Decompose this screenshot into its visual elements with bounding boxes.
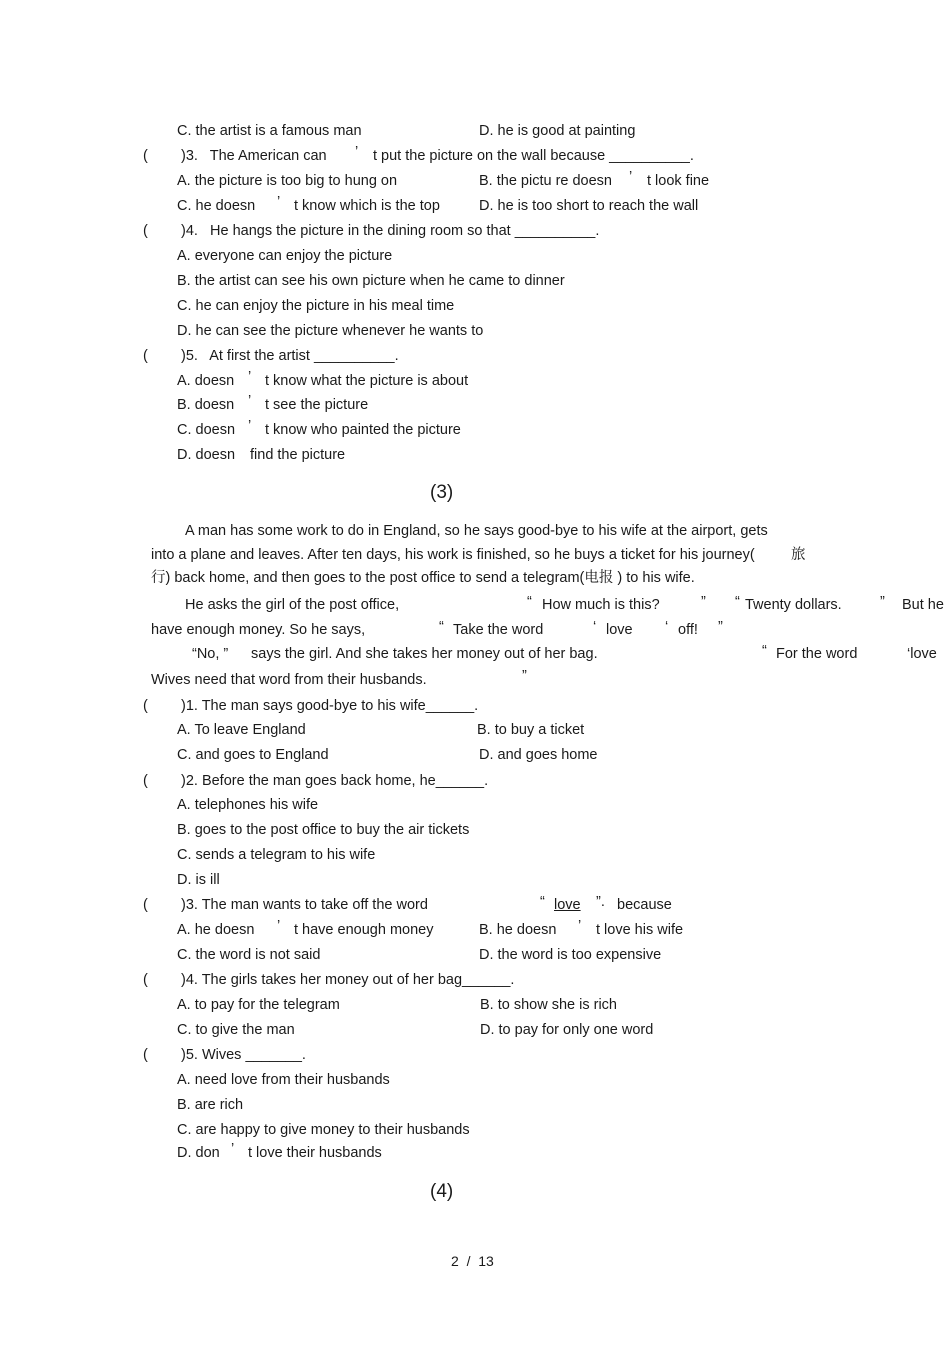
s3-q5-option-d-apostrophe: ’ <box>231 1141 235 1157</box>
section-4-heading: (4) <box>430 1181 454 1202</box>
s3-q4-stem: )4. The girls takes her money out of her bag______. <box>181 972 515 988</box>
s3-q3-love-underlined: love <box>554 897 581 913</box>
passage-quote: “ <box>439 619 444 635</box>
s3-q3-option-b-apostrophe: ’ <box>578 918 582 934</box>
s2-q5-option-c-end: t know who painted the picture <box>265 422 461 438</box>
s2-q3-stem: )3. The American can <box>181 148 327 164</box>
s3-q2-option-a: A. telephones his wife <box>177 797 319 813</box>
s2-q5-option-d: D. doesn <box>177 447 236 463</box>
s3-q3-option-b-end: t love his wife <box>596 922 684 938</box>
passage-p2-line2-a: have enough money. So he says, <box>151 622 366 638</box>
passage-quote: ‘ <box>665 619 669 635</box>
passage-how-much: How much is this? <box>542 597 660 613</box>
passage-but-he: But he <box>902 597 944 613</box>
s2-q3-stem-end: t put the picture on the wall because __________. <box>373 148 694 164</box>
s3-q2-option-b: B. goes to the post office to buy the air tickets <box>177 822 470 838</box>
passage-p2-line1-a: He asks the girl of the post office, <box>185 597 400 613</box>
s3-q2-stem: )2. Before the man goes back home, he______. <box>181 773 489 789</box>
s3-q3-option-a-end: t have enough money <box>294 922 434 938</box>
s2-q5-option-b-apostrophe: ’ <box>248 393 252 409</box>
s2-q2-option-c: C. the artist is a famous man <box>177 123 362 139</box>
passage-twenty-dollars: Twenty dollars. <box>745 597 842 613</box>
s3-q3-quote-open: “ <box>540 894 545 910</box>
s2-q4-stem: )4. He hangs the picture in the dining room so that __________. <box>181 223 600 239</box>
s3-q3-paren: ( <box>143 897 148 913</box>
s2-q3-option-b-apostrophe: ’ <box>629 169 633 185</box>
s3-q4-paren: ( <box>143 972 148 988</box>
page-number: 2 / 13 <box>451 1253 494 1269</box>
s3-q1-stem: )1. The man says good-bye to his wife______. <box>181 698 479 714</box>
s2-q5-option-c-apostrophe: ’ <box>248 418 252 434</box>
passage-quote: ‘ <box>593 619 597 635</box>
s3-q3-option-a: A. he doesn <box>177 922 255 938</box>
passage-quote: “ <box>527 594 532 610</box>
s3-q5-option-d: D. don <box>177 1145 220 1161</box>
s3-q3-quote-close: ”. <box>596 894 605 910</box>
s2-q4-option-c: C. he can enjoy the picture in his meal time <box>177 298 455 314</box>
s3-q5-option-d-end: t love their husbands <box>248 1145 382 1161</box>
passage-p1-line2-cn: 旅 <box>791 547 806 563</box>
s2-q3-option-c-apostrophe: ’ <box>277 194 281 210</box>
passage-love-tail: ‘love <box>907 646 937 662</box>
s3-q3-stem: )3. The man wants to take off the word <box>181 897 428 913</box>
s2-q5-option-a-apostrophe: ’ <box>248 369 252 385</box>
s2-q4-option-b: B. the artist can see his own picture when he came to dinner <box>177 273 565 289</box>
s3-q1-paren: ( <box>143 698 148 714</box>
s3-q4-option-b: B. to show she is rich <box>480 997 617 1013</box>
passage-take-the-word: Take the word <box>453 622 544 638</box>
s2-q3-paren: ( <box>143 148 148 164</box>
s3-q1-option-d: D. and goes home <box>479 747 598 763</box>
s2-q3-option-c-end: t know which is the top <box>294 198 440 214</box>
s3-q5-option-c: C. are happy to give money to their husbands <box>177 1122 470 1138</box>
s3-q1-option-c: C. and goes to England <box>177 747 329 763</box>
passage-quote: ” <box>701 594 706 610</box>
s2-q3-apostrophe: ’ <box>355 144 359 160</box>
s2-q5-option-d-end: find the picture <box>250 447 346 463</box>
s2-q5-option-a-end: t know what the picture is about <box>265 373 469 389</box>
s2-q5-option-c: C. doesn <box>177 422 236 438</box>
s3-q5-option-b: B. are rich <box>177 1097 244 1113</box>
passage-love: love <box>606 622 633 638</box>
s2-q5-option-b: B. doesn <box>177 397 235 413</box>
s2-q4-option-a: A. everyone can enjoy the picture <box>177 248 393 264</box>
passage-quote: ” <box>522 668 527 684</box>
passage-quote: “ <box>735 594 740 610</box>
s2-q4-option-d: D. he can see the picture whenever he wants to <box>177 323 484 339</box>
s3-q3-option-c: C. the word is not said <box>177 947 321 963</box>
s3-q5-paren: ( <box>143 1047 148 1063</box>
s2-q5-stem: )5. At first the artist __________. <box>181 348 399 364</box>
passage-p1-line2: into a plane and leaves. After ten days, his work is finished, so he buys a ticket for his journey( <box>151 547 755 563</box>
s2-q4-paren: ( <box>143 223 148 239</box>
s3-q3-option-a-apostrophe: ’ <box>277 918 281 934</box>
passage-quote: ” <box>718 619 723 635</box>
passage-p1-line1: A man has some work to do in England, so he says good-bye to his wife at the airport, gets <box>185 523 768 539</box>
s2-q5-paren: ( <box>143 348 148 364</box>
passage-no: “No, ” <box>192 646 229 662</box>
passage-quote: ” <box>880 594 885 610</box>
s3-q4-option-a: A. to pay for the telegram <box>177 997 340 1013</box>
passage-p2-line4: Wives need that word from their husbands. <box>151 672 427 688</box>
passage-quote: “ <box>762 643 767 659</box>
s2-q3-option-b-end: t look fine <box>647 173 710 189</box>
s2-q3-option-b: B. the pictu re doesn <box>479 173 612 189</box>
passage-off: off! <box>678 622 698 638</box>
s3-q4-option-c: C. to give the man <box>177 1022 295 1038</box>
s3-q2-paren: ( <box>143 773 148 789</box>
s2-q3-option-c: C. he doesn <box>177 198 256 214</box>
s3-q4-option-d: D. to pay for only one word <box>480 1022 654 1038</box>
section-3-heading: (3) <box>430 482 454 503</box>
passage-says-the-girl: says the girl. And she takes her money out of her bag. <box>251 646 598 662</box>
s3-q3-option-b: B. he doesn <box>479 922 557 938</box>
s2-q2-option-d: D. he is good at painting <box>479 123 636 139</box>
s3-q3-option-d: D. the word is too expensive <box>479 947 662 963</box>
s3-q5-stem: )5. Wives _______. <box>181 1047 306 1063</box>
s3-q2-option-d: D. is ill <box>177 872 220 888</box>
s3-q5-option-a: A. need love from their husbands <box>177 1072 390 1088</box>
passage-for-the-word: For the word <box>776 646 858 662</box>
s2-q3-option-d: D. he is too short to reach the wall <box>479 198 699 214</box>
s3-q3-because: because <box>617 897 672 913</box>
s3-q1-option-b: B. to buy a ticket <box>477 722 585 738</box>
s2-q5-option-b-end: t see the picture <box>265 397 369 413</box>
s3-q1-option-a: A. To leave England <box>177 722 306 738</box>
s2-q5-option-a: A. doesn <box>177 373 235 389</box>
passage-p1-line3: 行) back home, and then goes to the post office to send a telegram(电报 ) to his wife. <box>151 570 695 586</box>
s3-q2-option-c: C. sends a telegram to his wife <box>177 847 376 863</box>
s2-q3-option-a: A. the picture is too big to hung on <box>177 173 398 189</box>
